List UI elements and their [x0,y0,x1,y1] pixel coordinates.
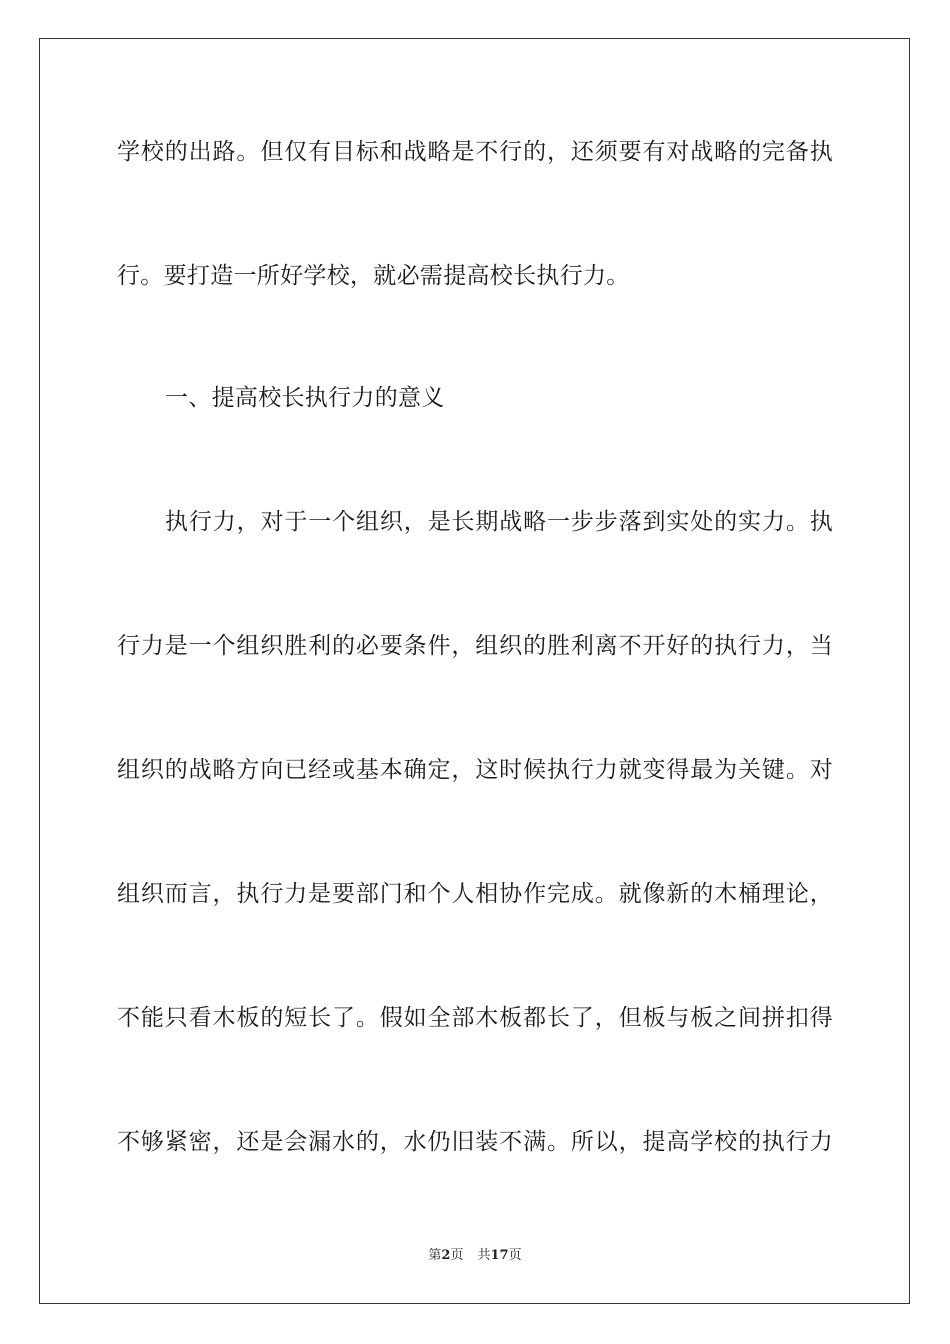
total-pages: 17 [490,1248,509,1263]
text-line: 学校的出路。但仅有目标和战略是不行的，还须要有对战略的完备执 [117,139,833,165]
total-suffix: 页 [508,1248,522,1263]
section-heading: 一、提高校长执行力的意义 [165,385,445,411]
page-prefix: 第 [428,1248,442,1263]
text-line: 组织而言，执行力是要部门和个人相协作完成。就像新的木桶理论， [117,881,833,907]
text-line: 执行力，对于一个组织，是长期战略一步步落到实处的实力。执 [165,509,833,535]
text-line: 不能只看木板的短长了。假如全部木板都长了，但板与板之间拼扣得 [117,1005,833,1031]
page-number: 2 [441,1248,451,1263]
text-line: 组织的战略方向已经或基本确定，这时候执行力就变得最为关键。对 [117,757,833,783]
text-line: 行力是一个组织胜利的必要条件，组织的胜利离不开好的执行力，当 [117,633,833,659]
text-line: 不够紧密，还是会漏水的，水仍旧装不满。所以，提高学校的执行力 [117,1129,833,1155]
text-line: 行。要打造一所好学校，就必需提高校长执行力。 [117,263,630,289]
page-suffix: 页 [450,1248,464,1263]
total-prefix: 共 [477,1248,491,1263]
page-border [39,38,910,1304]
page-footer [0,1247,950,1265]
